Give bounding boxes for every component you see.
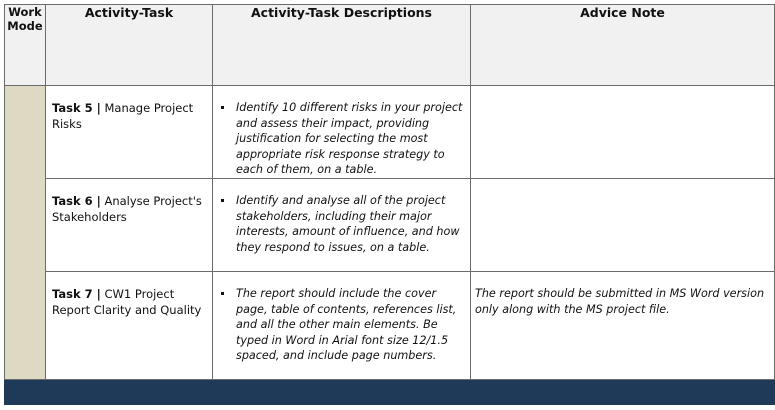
description-cell [213, 179, 471, 272]
description-cell [213, 86, 471, 179]
task-title: Analyse Project's Stakeholders [52, 194, 202, 224]
advice-cell [471, 179, 775, 272]
description-bullet: The report should include the cover page, table of contents, references list, and all the other main elements. Be typed in Word in Arial font size 12/1.5 spaced, and include page numbers. [236, 286, 464, 364]
footer-bar-cell [5, 380, 775, 405]
task-number: Task 7 | [52, 287, 101, 301]
work-mode-cell [5, 86, 46, 380]
header-work-mode: Work Mode [5, 5, 46, 86]
header-descriptions: Activity-Task Descriptions [213, 5, 471, 86]
advice-cell [471, 272, 775, 380]
task-cell [46, 86, 213, 179]
header-activity-task: Activity-Task [46, 5, 213, 86]
advice-text [471, 179, 774, 193]
task-number: Task 6 | [52, 194, 101, 208]
advice-text [471, 86, 774, 100]
description-cell [213, 272, 471, 380]
header-advice-note: Advice Note [471, 5, 775, 86]
table-header-row [5, 5, 775, 86]
activity-task-table [4, 4, 775, 405]
task-number: Task 5 | [52, 101, 101, 115]
table-row [5, 272, 775, 380]
advice-text: The report should be submitted in MS Word version only along with the MS project file. [475, 287, 765, 316]
task-title: CW1 Project Report Clarity and Quality [52, 287, 202, 317]
advice-cell [471, 86, 775, 179]
task-cell [46, 272, 213, 380]
table-row [5, 179, 775, 272]
table-row [5, 86, 775, 179]
description-bullet: Identify and analyse all of the project stakeholders, including their major interests, amount of influence, and how they respond to issues, on a table. [236, 193, 464, 255]
footer-bar [5, 380, 775, 405]
task-title: Manage Project Risks [52, 101, 194, 131]
task-cell [46, 179, 213, 272]
description-bullet: Identify 10 different risks in your project and assess their impact, providing justification for selecting the most appropriate risk response strategy to each of them, on a table. [236, 101, 463, 176]
